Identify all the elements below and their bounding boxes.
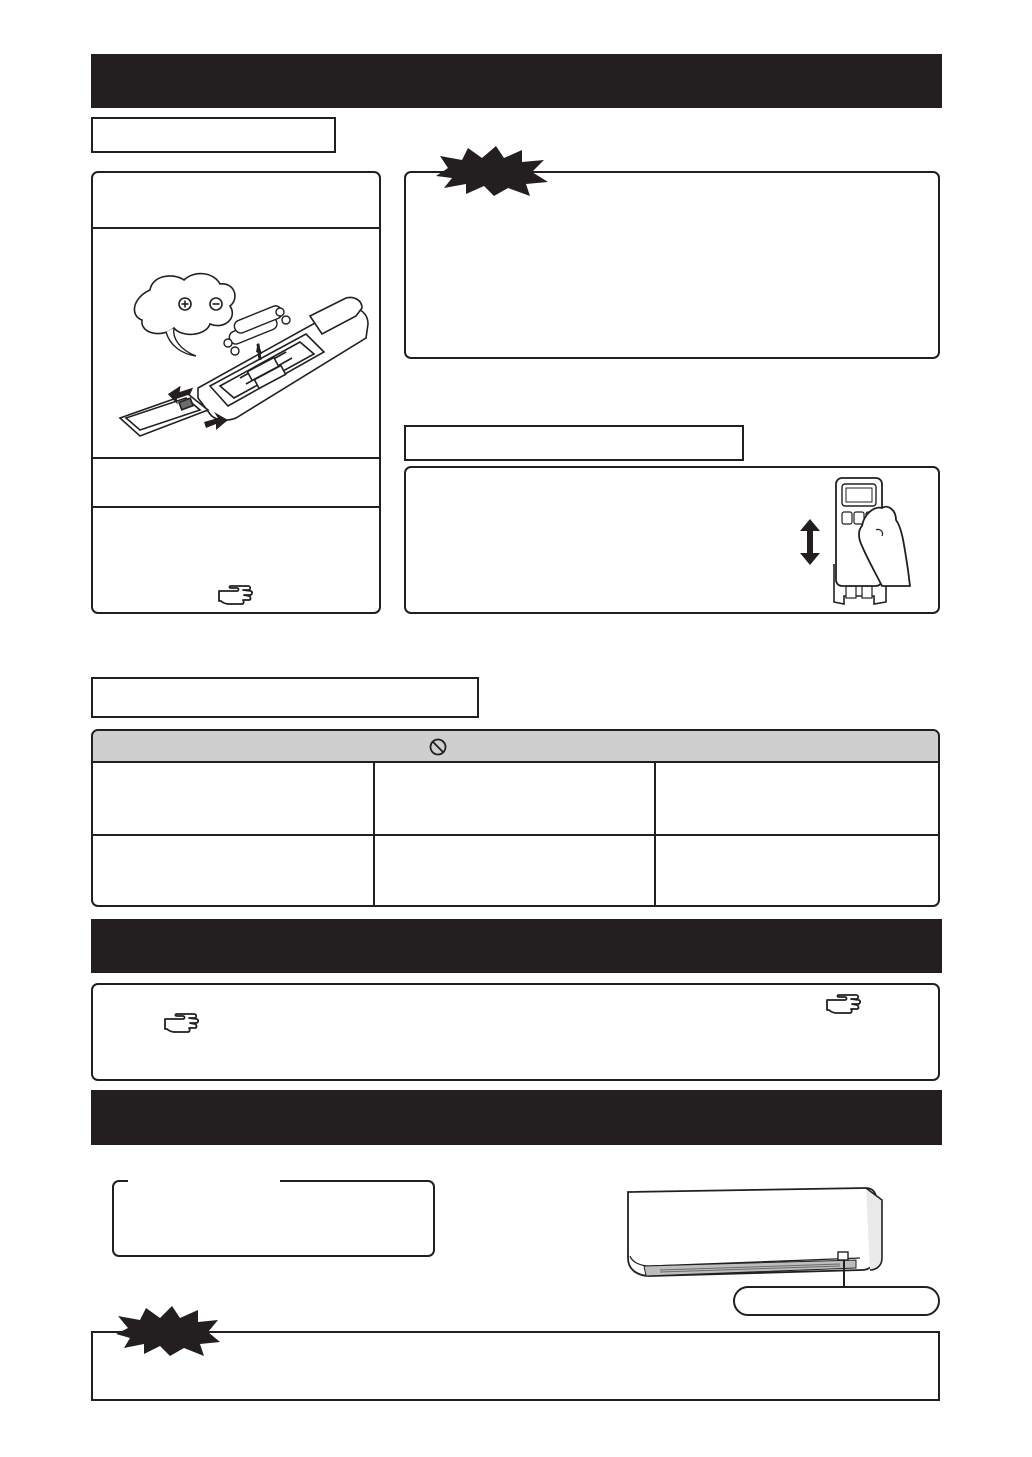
section-header-bar (91, 1090, 942, 1145)
section-header-bar (91, 919, 942, 973)
prohibition-table (91, 729, 940, 907)
prohibit-icon (429, 738, 447, 756)
panel-divider (93, 457, 379, 459)
hand-pointer-icon (163, 1013, 199, 1035)
section-header-bar (91, 54, 942, 108)
table-row-divider (93, 834, 938, 836)
panel-divider (93, 227, 379, 229)
receiver-window-icon (838, 1252, 848, 1260)
remote-in-holder-illustration (824, 474, 914, 608)
battery-cover-icon (120, 394, 208, 436)
prohibition-table-header (93, 731, 938, 763)
polarity-cloud-icon (134, 274, 235, 356)
holder-section-label-box (404, 425, 744, 461)
double-arrow-icon (799, 519, 821, 565)
info-note-box (91, 983, 940, 1081)
callout-leader-line (843, 1260, 845, 1287)
battery-section-label-box (91, 117, 336, 153)
indoor-unit-callout (733, 1286, 940, 1316)
indoor-unit-illustration (620, 1186, 890, 1286)
info-box-notch (128, 1178, 280, 1184)
hand-pointer-icon (217, 585, 253, 607)
indoor-unit-info-box (112, 1180, 435, 1257)
caution-note-box (404, 171, 940, 359)
panel-divider (93, 506, 379, 508)
hand-pointer-icon (825, 994, 861, 1016)
burst-badge-icon (432, 146, 550, 196)
battery-insertion-illustration (110, 268, 372, 438)
burst-badge-icon (112, 1306, 222, 1356)
prohibit-section-label-box (91, 677, 479, 718)
